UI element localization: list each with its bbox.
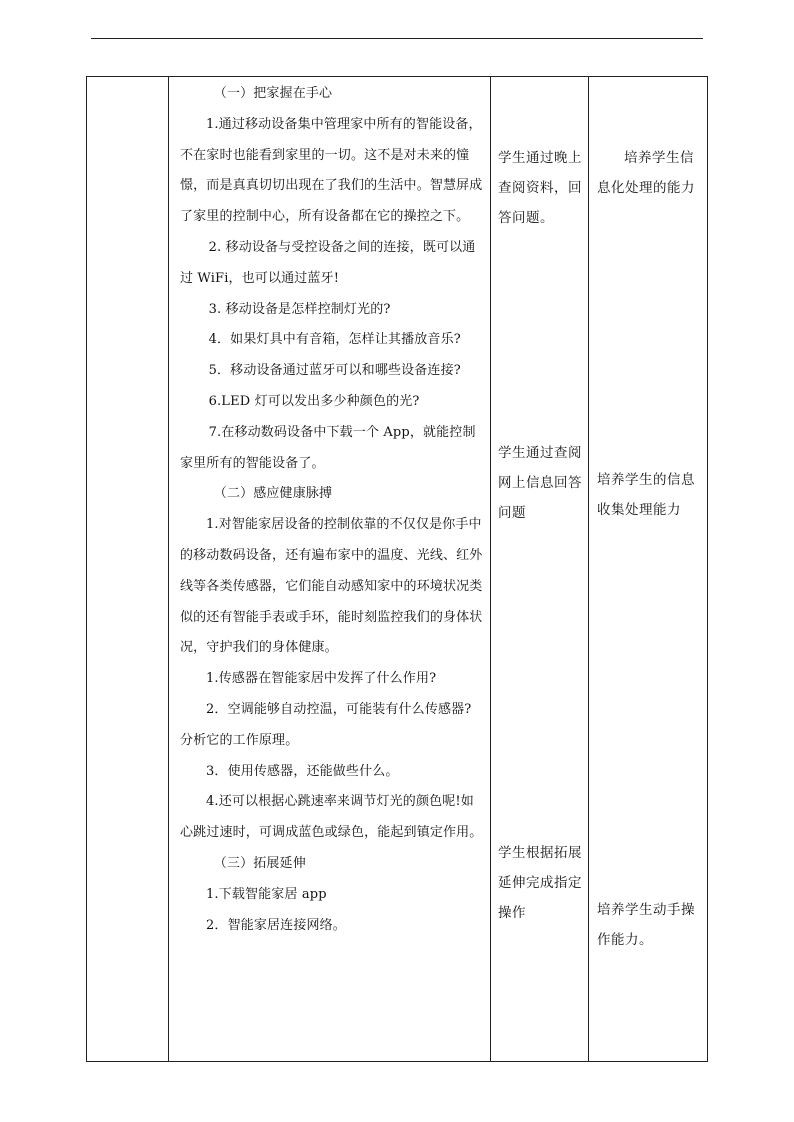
design-intent-3: 培养学生动手操作能力。	[597, 902, 695, 948]
stage-cell	[87, 77, 169, 1062]
section-heading: （二）感应健康脉搏	[213, 486, 333, 502]
student-activity-cell	[491, 77, 589, 1062]
lesson-plan-table	[86, 76, 708, 1062]
task-item: 1.下载智能家居 app	[206, 886, 327, 902]
student-activity-2: 学生通过查阅网上信息回答问题	[498, 445, 582, 521]
page-header-rule	[91, 38, 703, 39]
content-paragraph: 1.对智能家居设备的控制依靠的不仅仅是你手中的移动数码设备，还有遍布家中的温度、光线、红外线等各类传感器，它们能自动感知家中的环境状况类似的还有智能手表或手环，能时刻监控我们的身体状况，守护我们的身体健康。	[180, 517, 483, 656]
section-heading: （三）拓展延伸	[213, 855, 306, 871]
design-intent-2: 培养学生的信息收集处理能力	[597, 472, 695, 518]
question-item: 6.LED 灯可以发出多少种颜色的光?	[208, 393, 420, 409]
content-paragraph: 7.在移动数码设备中下载一个 App，就能控制家里所有的智能设备了。	[180, 424, 476, 471]
question-item: 1.传感器在智能家居中发挥了什么作用?	[206, 671, 437, 687]
question-item: 4．如果灯具中有音箱，怎样让其播放音乐?	[208, 332, 461, 348]
student-activity-3: 学生根据拓展延伸完成指定操作	[498, 845, 582, 921]
task-item: 2．智能家居连接网络。	[206, 917, 346, 933]
question-item: 3．使用传感器，还能做些什么。	[206, 763, 399, 779]
question-item: 5．移动设备通过蓝牙可以和哪些设备连接?	[208, 363, 461, 379]
question-item: 2．空调能够自动控温，可能装有什么传感器?分析它的工作原理。	[180, 701, 472, 748]
section-heading: （一）把家握在手心	[213, 86, 333, 101]
design-intent-1: 培养学生信息化处理的能力	[597, 150, 695, 196]
content-paragraph: 1.通过移动设备集中管理家中所有的智能设备，不在家时也能看到家里的一切。这不是对未来的憧憬，而是真真切切出现在了我们的生活中。智慧屏成了家里的控制中心，所有设备都在它的操控之下。	[180, 116, 483, 225]
student-activity-1: 学生通过晚上查阅资料，回答问题。	[498, 150, 582, 226]
question-item: 3. 移动设备是怎样控制灯光的?	[208, 301, 391, 317]
teaching-content-cell	[169, 77, 491, 1062]
design-intent-cell	[589, 77, 708, 1062]
content-paragraph: 4.还可以根据心跳速率来调节灯光的颜色呢!如心跳过速时，可调成蓝色或绿色，能起到镇定作用。	[180, 794, 483, 841]
content-paragraph: 2. 移动设备与受控设备之间的连接，既可以通过 WiFi，也可以通过蓝牙!	[180, 239, 476, 286]
table-row	[87, 77, 708, 1062]
